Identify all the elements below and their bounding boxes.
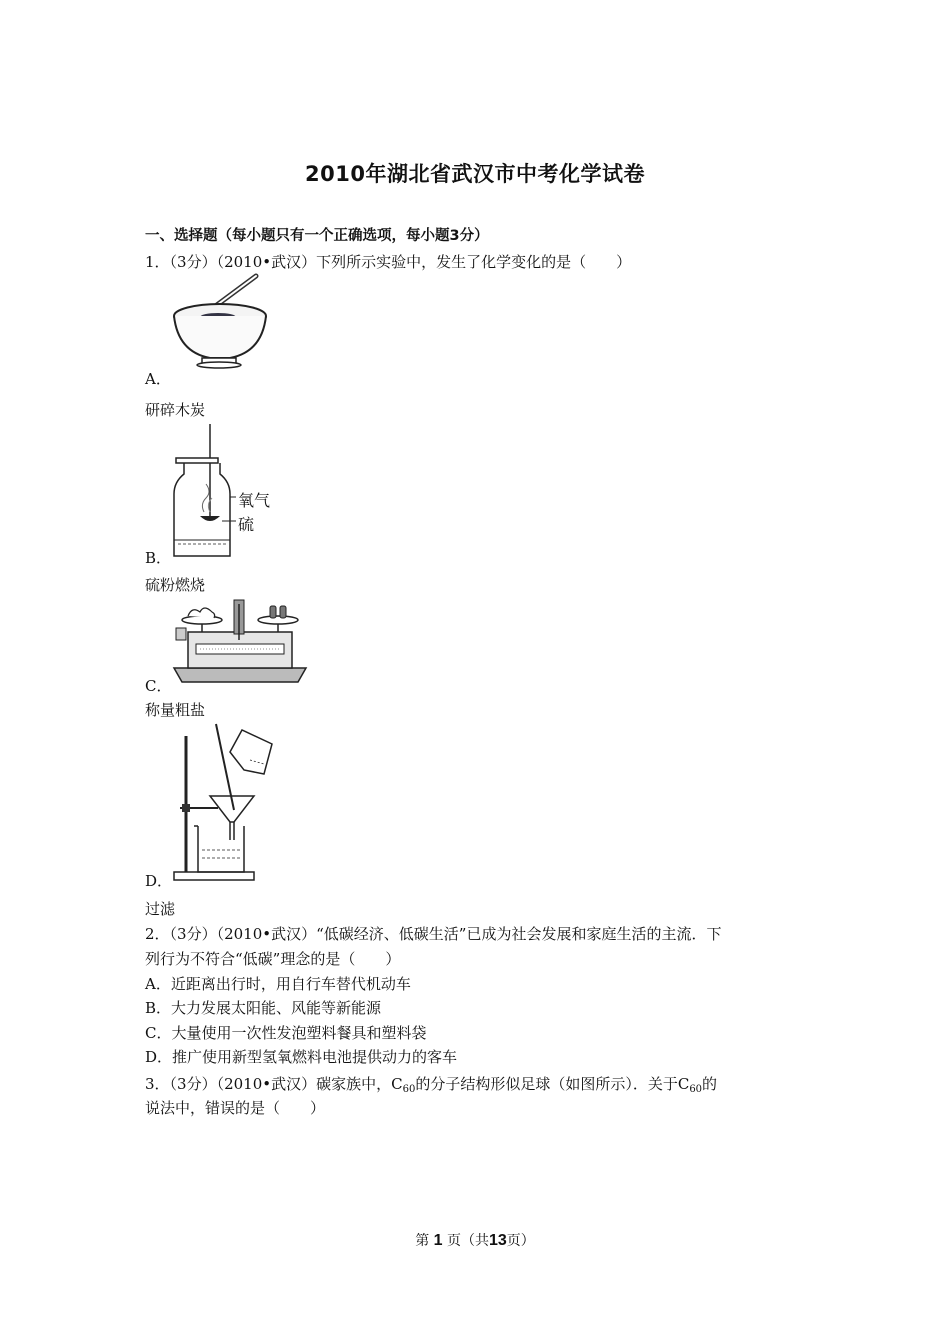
footer-total-pages: 13 — [489, 1232, 507, 1249]
footer-post: 页） — [506, 1233, 535, 1249]
option-a-caption: 研碎木炭 — [145, 401, 206, 419]
option-b-letter: B． — [145, 549, 172, 567]
question-3-stem-line1 — [145, 1074, 717, 1094]
q3-subscript-1: 60 — [402, 1084, 416, 1095]
question-1-stem: 1．（3分）（2010•武汉）下列所示实验中，发生了化学变化的是（ ） — [145, 253, 632, 271]
option-a-letter: A． — [145, 370, 171, 388]
q3-subscript-2: 60 — [689, 1084, 703, 1095]
sulfur-label: 硫 — [238, 515, 255, 534]
page-footer — [0, 1230, 950, 1250]
footer-page-number: 1 — [433, 1232, 443, 1249]
q3-text-part3: 的 — [702, 1075, 718, 1093]
q3-text-part2: 的分子结构形似足球（如图所示）．关于C — [415, 1075, 690, 1093]
option-b-caption: 硫粉燃烧 — [145, 576, 206, 594]
option-c-letter: C． — [145, 677, 172, 695]
page-title: 2010年湖北省武汉市中考化学试卷 — [305, 162, 645, 186]
question-2-option-d: D．推广使用新型氢氧燃料电池提供动力的客车 — [145, 1048, 458, 1066]
question-2-option-c: C．大量使用一次性发泡塑料餐具和塑料袋 — [145, 1024, 427, 1042]
question-2-option-b: B．大力发展太阳能、风能等新能源 — [145, 999, 382, 1017]
q3-text-part1: 3．（3分）（2010•武汉）碳家族中，C — [145, 1075, 403, 1093]
question-2-stem-line2: 列行为不符合“低碳”理念的是（ ） — [145, 950, 401, 968]
option-d-caption: 过滤 — [145, 900, 176, 918]
question-3-stem-line2: 说法中，错误的是（ ） — [145, 1099, 326, 1117]
filtration-figure — [172, 722, 282, 882]
footer-mid: 页（共 — [447, 1233, 489, 1249]
question-2-stem-line1: 2．（3分）（2010•武汉）“低碳经济、低碳生活”已成为社会发展和家庭生活的主流．下 — [145, 925, 722, 943]
oxygen-label: 氧气 — [238, 491, 271, 510]
option-c-caption: 称量粗盐 — [145, 701, 206, 719]
footer-pre: 第 — [415, 1233, 430, 1249]
section-heading: 一、选择题（每小题只有一个正确选项，每小题3分） — [145, 228, 489, 244]
question-2-option-a: A．近距离出行时，用自行车替代机动车 — [145, 975, 411, 993]
mortar-pestle-figure — [168, 270, 278, 370]
option-d-letter: D． — [145, 872, 173, 890]
balance-figure — [170, 598, 310, 688]
